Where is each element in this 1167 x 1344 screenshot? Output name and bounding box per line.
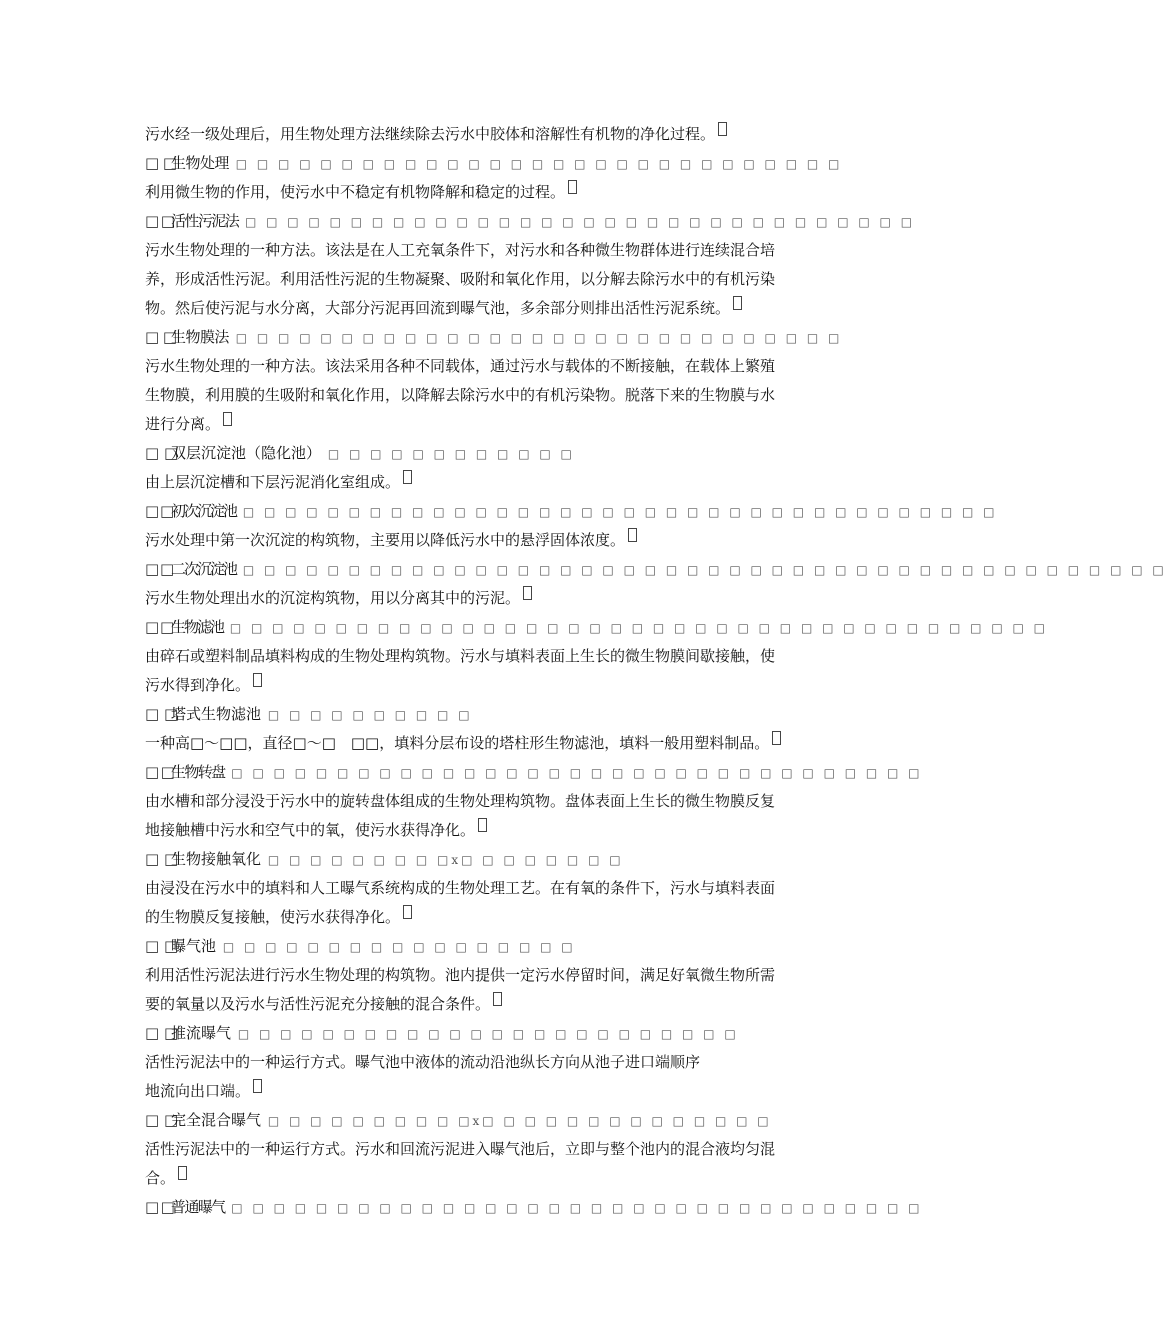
definition-line bbox=[145, 468, 810, 497]
definition-line bbox=[145, 961, 810, 990]
definition-text: 污水生物处理的一种方法。该法是在人工充氧条件下，对污水和各种微生物群体进行连续混合培 bbox=[145, 241, 776, 259]
definition-line bbox=[145, 584, 810, 613]
term-label: 生物转盘 bbox=[171, 763, 225, 781]
definition-text: 进行分离。 bbox=[145, 415, 221, 433]
term-filler: □ □ □ □ □ □ □ □ □ □ bbox=[261, 708, 473, 722]
definition-text: 生物膜，利用膜的生吸附和氧化作用，以降解去除污水中的有机污染物。脱落下来的生物膜与水 bbox=[145, 386, 776, 404]
term-bullet: □ □ bbox=[145, 1111, 179, 1129]
paragraph-mark-icon bbox=[478, 818, 487, 832]
definition-text: 利用活性污泥法进行污水生物处理的构筑物。池内提供一定污水停留时间，满足好氧微生物所需 bbox=[145, 966, 776, 984]
definition-text: 由碎石或塑料制品填料构成的生物处理构筑物。污水与填料表面上生长的微生物膜间歇接触，使 bbox=[145, 647, 776, 665]
definition-text: 地流向出口端。 bbox=[145, 1082, 251, 1100]
definition-text: 活性污泥法中的一种运行方式。污水和回流污泥进入曝气池后，立即与整个池内的混合液均匀混 bbox=[145, 1140, 776, 1158]
term-label: 普通曝气 bbox=[171, 1198, 225, 1216]
paragraph-mark-icon bbox=[718, 122, 727, 136]
term-bullet: □ □ bbox=[145, 705, 179, 723]
term-heading bbox=[145, 555, 1167, 584]
term-heading bbox=[145, 207, 916, 236]
term-filler: □ □ □ □ □ □ □ □ □x□ □ □ □ □ □ □ □ bbox=[261, 853, 624, 867]
term-label: 完全混合曝气 bbox=[171, 1111, 262, 1129]
term-label: 活性污泥法 bbox=[171, 212, 239, 230]
definition-line bbox=[145, 1164, 810, 1193]
definition-line bbox=[145, 381, 810, 410]
glossary-body bbox=[145, 120, 1167, 1222]
definition-line bbox=[145, 729, 810, 758]
definition-text: 污水生物处理出水的沉淀构筑物，用以分离其中的污泥。 bbox=[145, 589, 521, 607]
definition-text: 的生物膜反复接触，使污水获得净化。 bbox=[145, 908, 401, 926]
term-label: 生物膜法 bbox=[171, 328, 229, 346]
term-heading bbox=[145, 439, 810, 468]
term-bullet: □ □ bbox=[145, 763, 174, 781]
term-label: 双层沉淀池（隐化池） bbox=[171, 444, 322, 462]
term-filler: □ □ □ □ □ □ □ □ □ □ □ □ bbox=[321, 447, 575, 461]
term-heading bbox=[145, 700, 810, 729]
definition-line bbox=[145, 352, 810, 381]
paragraph-mark-icon bbox=[628, 528, 637, 542]
term-bullet: □ □ bbox=[145, 154, 177, 172]
definition-line bbox=[145, 410, 810, 439]
term-filler: □ □ □ □ □ □ □ □ □ □ □ □ □ □ □ □ □ □ □ □ □ □ □ □ □ □ □ □ □ □ □ □ □ □ □ □ □ □ □ bbox=[223, 621, 1048, 635]
term-heading bbox=[145, 497, 998, 526]
term-filler: □ □ □ □ □ □ □ □ □ □ □ □ □ □ □ □ □ □ □ □ □ □ □ □ □ □ □ □ □ □ □ □ □ bbox=[224, 766, 923, 780]
term-bullet: □ □ bbox=[145, 502, 173, 520]
term-bullet: □ □ bbox=[145, 328, 177, 346]
paragraph-mark-icon bbox=[253, 673, 262, 687]
definition-line bbox=[145, 1077, 810, 1106]
definition-text: 活性污泥法中的一种运行方式。曝气池中液体的流动沿池纵长方向从池子进口端顺序 bbox=[145, 1053, 701, 1071]
paragraph-mark-icon bbox=[493, 992, 502, 1006]
paragraph-mark-icon bbox=[403, 470, 412, 484]
definition-text: 由上层沉淀槽和下层污泥消化室组成。 bbox=[145, 473, 401, 491]
term-heading bbox=[145, 323, 843, 352]
definition-text: 污水得到净化。 bbox=[145, 676, 251, 694]
term-bullet: □ □ bbox=[145, 937, 179, 955]
definition-line bbox=[145, 120, 810, 149]
definition-text: 养，形成活性污泥。利用活性污泥的生物凝聚、吸附和氧化作用，以分解去除污水中的有机污染 bbox=[145, 270, 776, 288]
term-label: 生物滤池 bbox=[171, 618, 224, 636]
definition-line bbox=[145, 265, 810, 294]
term-heading bbox=[145, 932, 810, 961]
term-bullet: □ □ bbox=[145, 560, 173, 578]
term-heading bbox=[145, 1019, 810, 1048]
definition-text: 污水经一级处理后，用生物处理方法继续除去污水中胶体和溶解性有机物的净化过程。 bbox=[145, 125, 716, 143]
term-label: 推流曝气 bbox=[171, 1024, 232, 1042]
definition-text: 合。 bbox=[145, 1169, 176, 1187]
paragraph-mark-icon bbox=[733, 296, 742, 310]
definition-line bbox=[145, 1135, 810, 1164]
term-label: 塔式生物滤池 bbox=[171, 705, 262, 723]
definition-line bbox=[145, 990, 810, 1019]
definition-text: 地接触槽中污水和空气中的氧，使污水获得净化。 bbox=[145, 821, 476, 839]
definition-line bbox=[145, 787, 810, 816]
term-filler: □ □ □ □ □ □ □ □ □ □ □ □ □ □ □ □ □ bbox=[216, 940, 576, 954]
term-label: 生物接触氧化 bbox=[171, 850, 262, 868]
term-filler: □ □ □ □ □ □ □ □ □ □ □ □ □ □ □ □ □ □ □ □ □ □ □ □ □ □ □ □ □ bbox=[228, 331, 843, 345]
term-filler: □ □ □ □ □ □ □ □ □ □ □ □ □ □ □ □ □ □ □ □ □ □ □ □ □ □ □ □ □ □ □ □ □ bbox=[224, 1201, 923, 1215]
term-filler: □ □ □ □ □ □ □ □ □ □ □ □ □ □ □ □ □ □ □ □ □ □ □ □ □ □ □ □ □ □ □ □ □ □ □ □ □ □ □ □ □ □ □ □ bbox=[236, 563, 1167, 577]
definition-line bbox=[145, 874, 810, 903]
term-bullet: □ □ bbox=[145, 1024, 179, 1042]
paragraph-mark-icon bbox=[523, 586, 532, 600]
term-heading bbox=[145, 613, 1048, 642]
definition-line bbox=[145, 642, 810, 671]
definition-line bbox=[145, 903, 810, 932]
paragraph-mark-icon bbox=[403, 905, 412, 919]
definition-text: 一种高□～□□，直径□～□ □□，填料分层布设的塔柱形生物滤池，填料一般用塑料制品。 bbox=[145, 734, 770, 752]
definition-line bbox=[145, 1048, 810, 1077]
term-filler: □ □ □ □ □ □ □ □ □ □ □ □ □ □ □ □ □ □ □ □ □ □ □ □ □ □ □ □ □ □ □ □ □ □ □ □ bbox=[236, 505, 998, 519]
term-label: 曝气池 bbox=[171, 937, 217, 955]
term-bullet: □ □ bbox=[145, 1198, 174, 1216]
term-bullet: □ □ bbox=[145, 618, 173, 636]
paragraph-mark-icon bbox=[223, 412, 232, 426]
term-heading bbox=[145, 1193, 923, 1222]
term-heading bbox=[145, 845, 810, 874]
term-bullet: □ □ bbox=[145, 850, 179, 868]
definition-line bbox=[145, 294, 810, 323]
paragraph-mark-icon bbox=[772, 731, 781, 745]
definition-text: 由浸没在污水中的填料和人工曝气系统构成的生物处理工艺。在有氧的条件下，污水与填料表面 bbox=[145, 879, 776, 897]
definition-line bbox=[145, 671, 810, 700]
term-bullet: □ □ bbox=[145, 444, 179, 462]
definition-line bbox=[145, 526, 810, 555]
definition-text: 由水槽和部分浸没于污水中的旋转盘体组成的生物处理构筑物。盘体表面上生长的微生物膜反复 bbox=[145, 792, 776, 810]
term-bullet: □ □ bbox=[145, 212, 174, 230]
term-filler: □ □ □ □ □ □ □ □ □ □ □ □ □ □ □ □ □ □ □ □ □ □ □ □ □ □ □ □ □ bbox=[228, 157, 843, 171]
definition-line bbox=[145, 236, 810, 265]
term-label: 二次沉淀池 bbox=[171, 560, 237, 578]
term-heading bbox=[145, 1106, 810, 1135]
definition-text: 污水处理中第一次沉淀的构筑物，主要用以降低污水中的悬浮固体浓度。 bbox=[145, 531, 626, 549]
definition-text: 污水生物处理的一种方法。该法采用各种不同载体，通过污水与载体的不断接触，在载体上繁殖 bbox=[145, 357, 776, 375]
term-filler: □ □ □ □ □ □ □ □ □ □ □ □ □ □ □ □ □ □ □ □ □ □ □ □ □ □ □ □ □ □ □ □ bbox=[238, 215, 916, 229]
term-filler: □ □ □ □ □ □ □ □ □ □x□ □ □ □ □ □ □ □ □ □ □ □ □ □ bbox=[261, 1114, 772, 1128]
term-heading bbox=[145, 149, 843, 178]
definition-line bbox=[145, 178, 810, 207]
definition-text: 要的氧量以及污水与活性污泥充分接触的混合条件。 bbox=[145, 995, 491, 1013]
paragraph-mark-icon bbox=[568, 180, 577, 194]
definition-line bbox=[145, 816, 810, 845]
definition-text: 物。然后使污泥与水分离，大部分污泥再回流到曝气池，多余部分则排出活性污泥系统。 bbox=[145, 299, 731, 317]
definition-text: 利用微生物的作用，使污水中不稳定有机物降解和稳定的过程。 bbox=[145, 183, 566, 201]
term-heading bbox=[145, 758, 923, 787]
paragraph-mark-icon bbox=[253, 1079, 262, 1093]
term-label: 生物处理 bbox=[171, 154, 229, 172]
paragraph-mark-icon bbox=[178, 1166, 187, 1180]
term-filler: □ □ □ □ □ □ □ □ □ □ □ □ □ □ □ □ □ □ □ □ □ □ □ □ bbox=[231, 1027, 739, 1041]
term-label: 初次沉淀池 bbox=[171, 502, 237, 520]
